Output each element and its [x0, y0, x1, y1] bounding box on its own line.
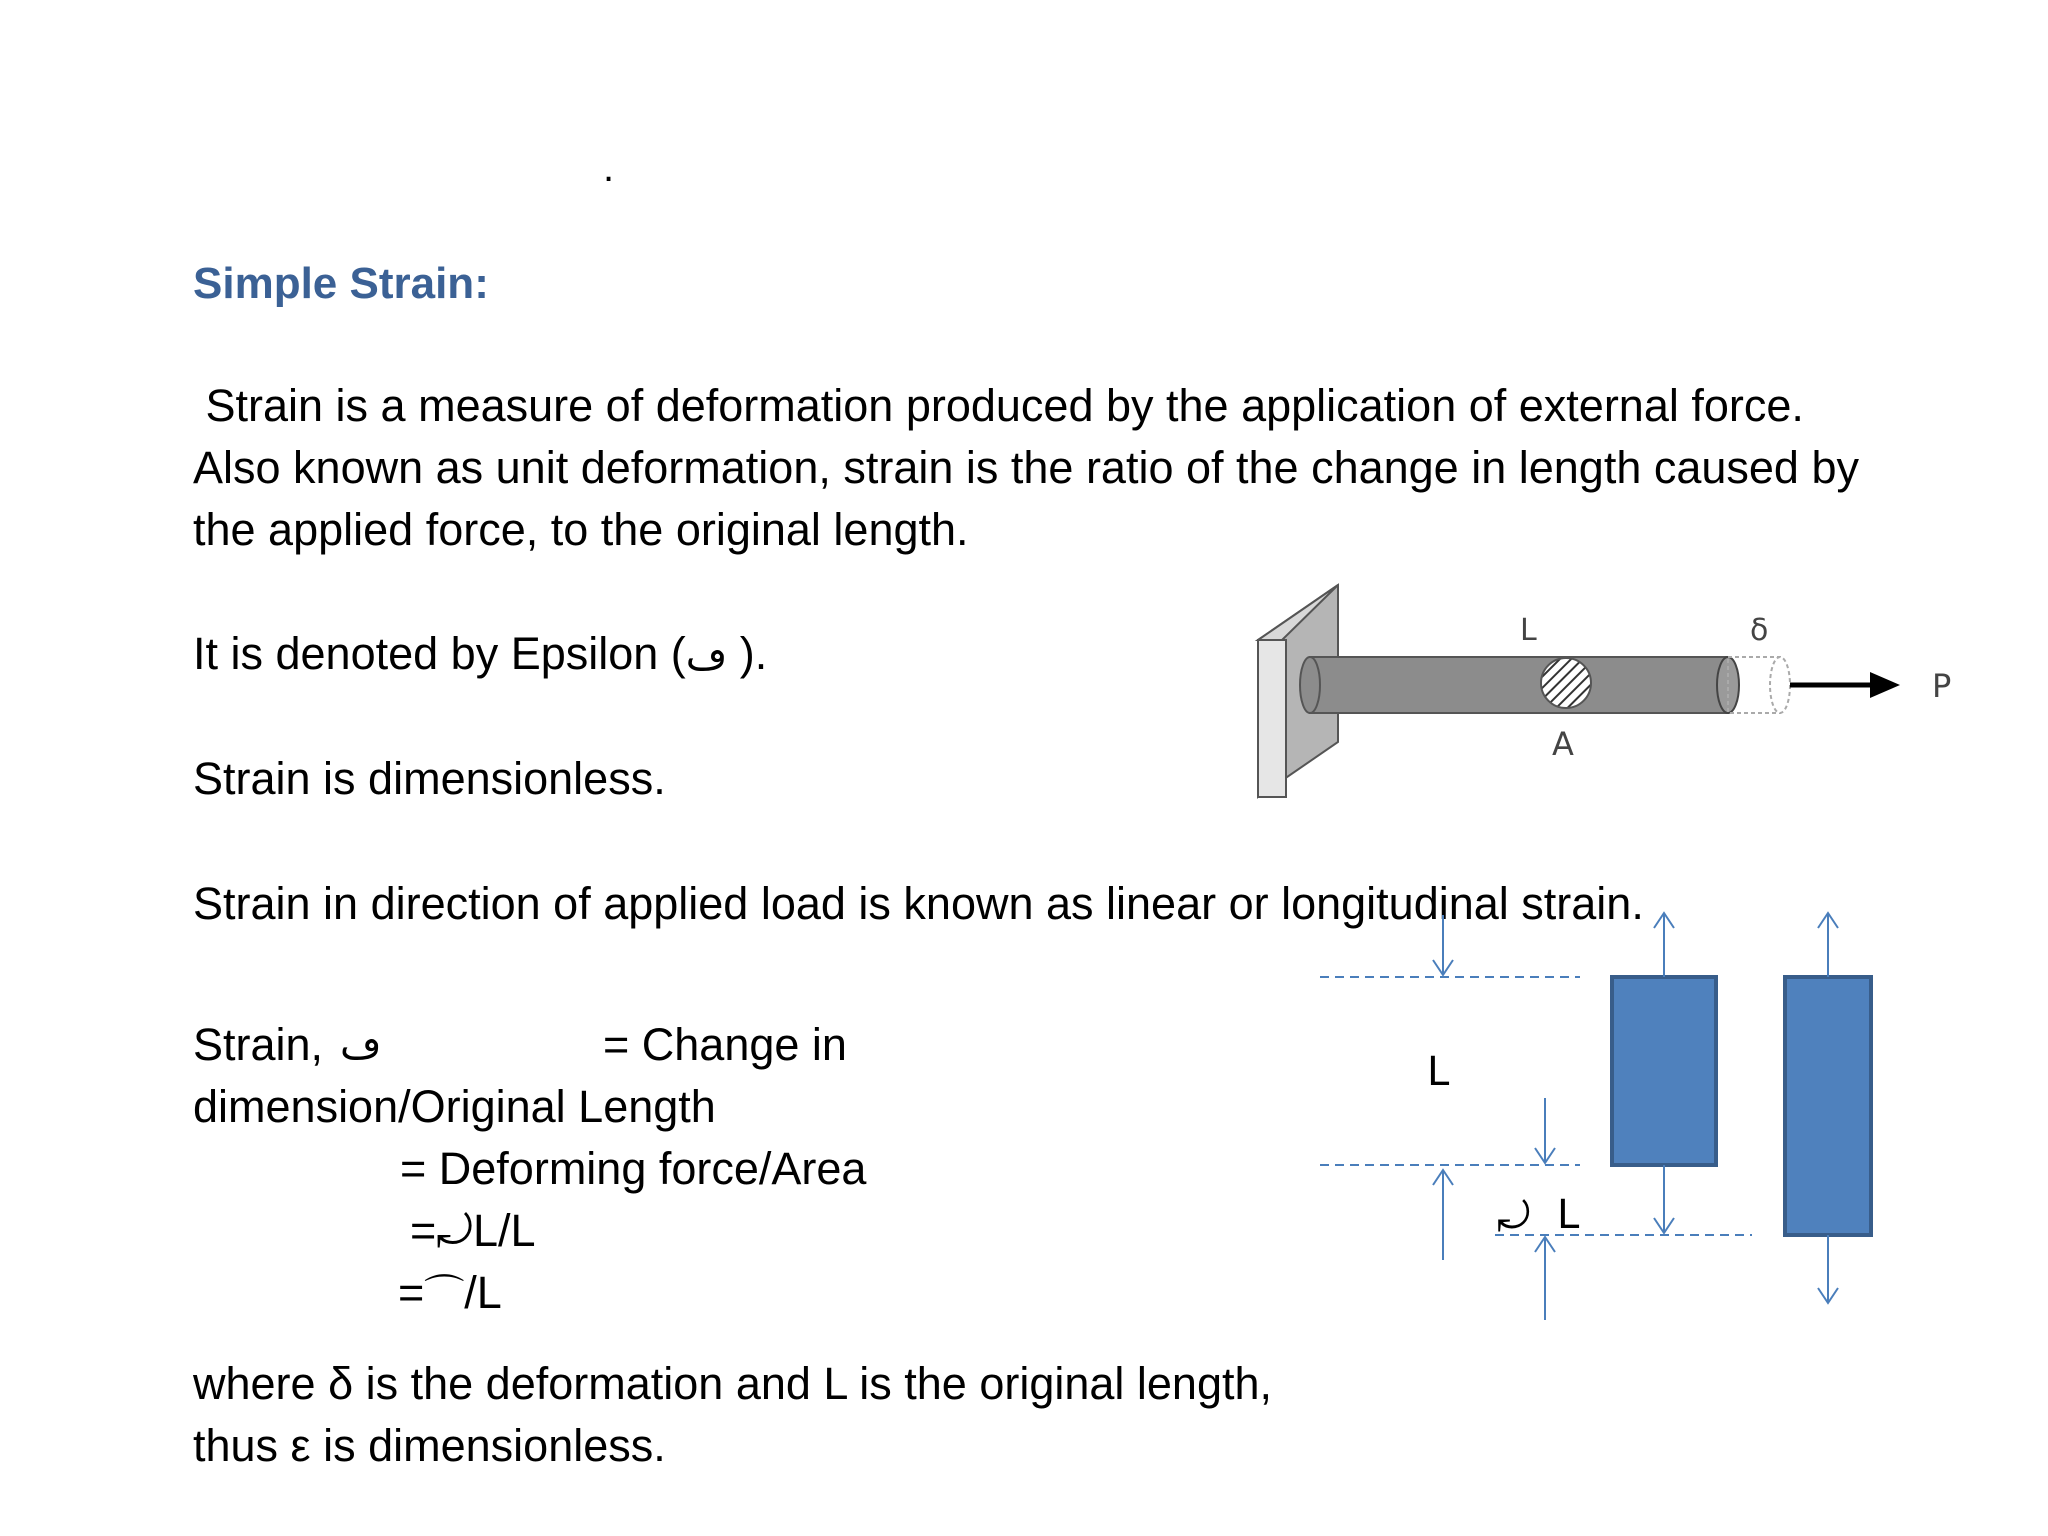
formula-eq4-ratio: /L	[464, 1267, 502, 1318]
formula-eq4	[398, 1267, 502, 1318]
block2-force-up-head	[1818, 913, 1838, 928]
delta-glyph-icon: ⤾	[436, 1206, 473, 1257]
formula-eq1: = Change in	[603, 1019, 847, 1070]
rod-extension-end	[1770, 657, 1790, 713]
epsilon-denotation	[193, 628, 768, 679]
dimension-arrow-bottom-head	[1433, 1170, 1453, 1185]
formula-eq3	[410, 1205, 536, 1257]
longitudinal-statement: Strain in direction of applied load is known as linear or longitudinal strain.	[193, 878, 1644, 929]
load-arrow-head-icon	[1870, 672, 1900, 698]
formula-eq1-continued: dimension/Original Length	[193, 1081, 716, 1132]
conclusion-line-1: where δ is the deformation and L is the original length,	[193, 1358, 1273, 1409]
rod-label-A: A	[1552, 725, 1574, 763]
rod-extension	[1728, 657, 1780, 713]
denoted-close: ).	[727, 628, 768, 679]
original-block	[1612, 977, 1716, 1165]
elongated-block	[1785, 977, 1871, 1235]
formula-eq4-equals: =	[398, 1267, 425, 1318]
intro-line-1: Strain is a measure of deformation produced by the application of external force.	[193, 380, 1804, 431]
rod-body	[1310, 657, 1728, 713]
block2-force-down-head	[1818, 1288, 1838, 1303]
block-label-deltaL: L	[1557, 1192, 1580, 1238]
wall-plate-front	[1258, 640, 1286, 797]
intro-line-3: the applied force, to the original length.	[193, 504, 969, 555]
delta-glyph-icon: ⌒	[424, 1272, 465, 1318]
intro-line-2: Also known as unit deformation, strain is the ratio of the change in length caused by	[193, 442, 1859, 493]
block1-force-down-head	[1654, 1218, 1674, 1233]
cross-section-area	[1541, 658, 1591, 708]
formula-eq2: = Deforming force/Area	[400, 1143, 867, 1194]
rod-label-delta: δ	[1750, 613, 1769, 648]
strain-symbol: ڡ	[340, 1022, 382, 1068]
denoted-text: It is denoted by Epsilon (	[193, 628, 686, 679]
conclusion-line-2: thus ε is dimensionless.	[193, 1420, 666, 1471]
section-heading: Simple Strain:	[193, 259, 489, 308]
dimensionless-statement: Strain is dimensionless.	[193, 753, 666, 804]
block1-force-up-head	[1654, 913, 1674, 928]
stray-dot: .	[603, 146, 615, 190]
rod-label-L: L	[1520, 613, 1537, 648]
wall-plate-side	[1258, 585, 1338, 797]
block-label-L: L	[1427, 1049, 1450, 1095]
rod-end-left	[1300, 657, 1320, 713]
rod-end-right	[1717, 657, 1739, 713]
delta-arrow-top-head	[1535, 1148, 1555, 1163]
rod-label-P: P	[1932, 667, 1952, 705]
dimension-arrow-top-head	[1433, 960, 1453, 975]
formula-eq3-equals: =	[410, 1205, 437, 1256]
formula-eq3-ratio: L/L	[472, 1205, 536, 1256]
delta-arrow-bottom-head	[1535, 1237, 1555, 1252]
strain-label: Strain,	[193, 1019, 324, 1070]
block-label-deltaL-symbol: ⤾	[1497, 1194, 1531, 1240]
epsilon-symbol: ڡ	[685, 633, 728, 679]
wall-plate-top	[1258, 585, 1338, 640]
